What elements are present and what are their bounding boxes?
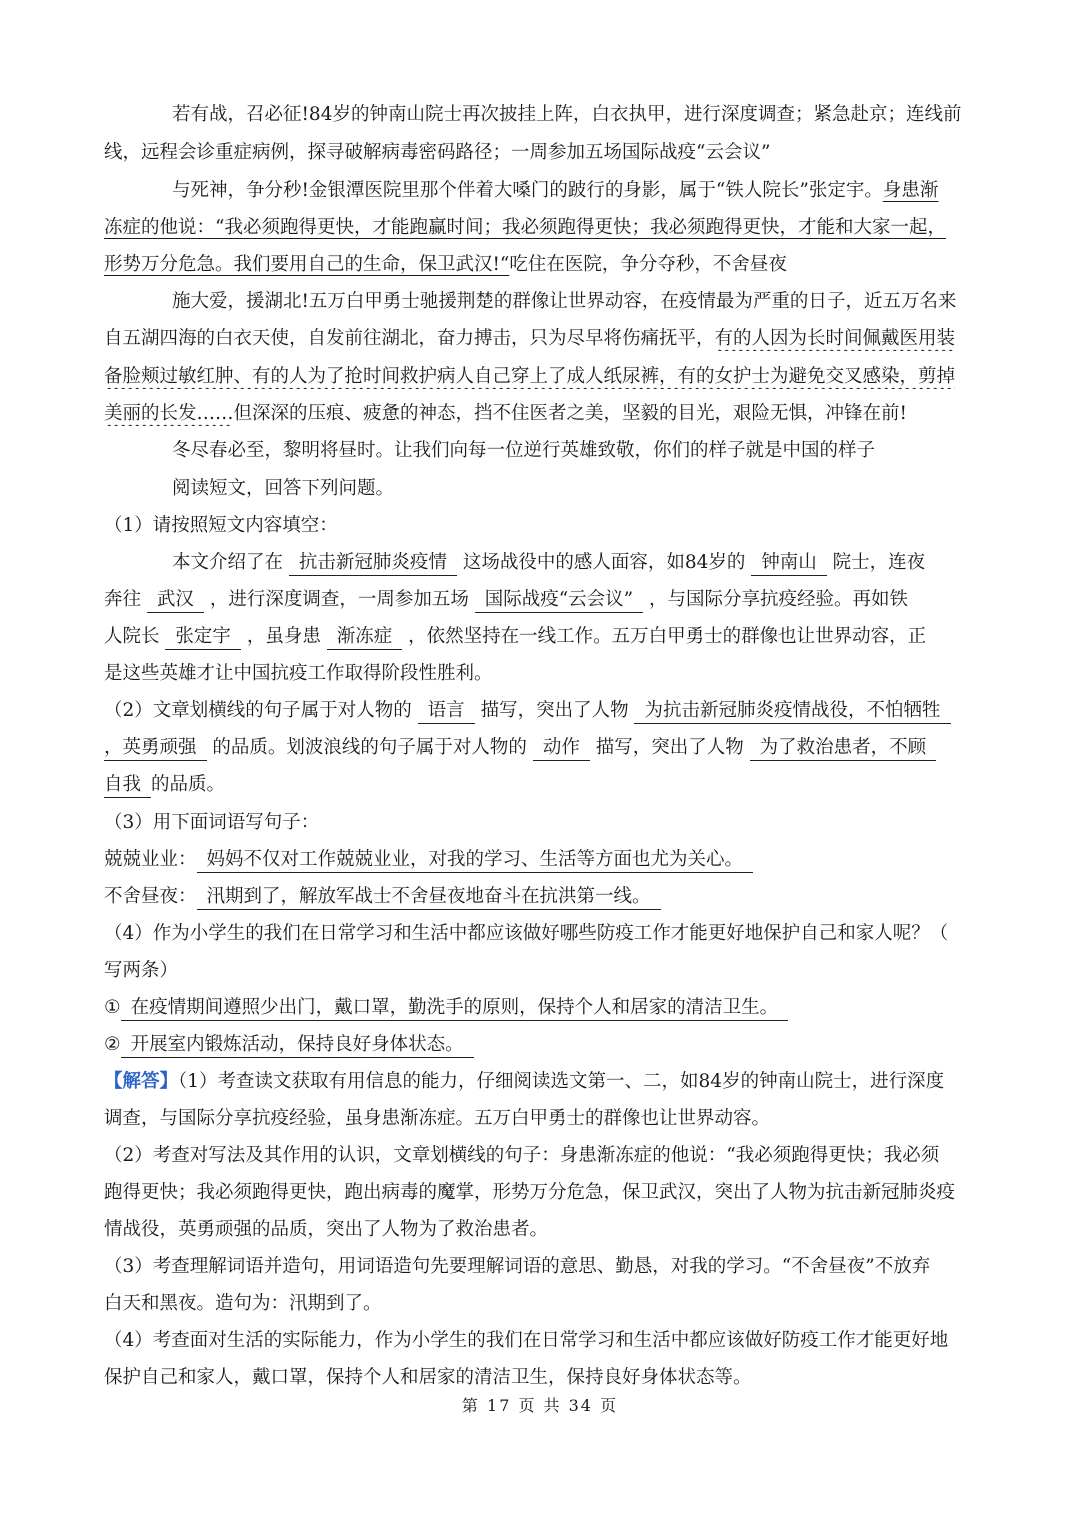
analysis-line: 白天和黑夜。造句为：汛期到了。 bbox=[104, 1293, 382, 1314]
underlined-sentence: 冻症的他说：“我必须跑得更快，才能跑赢时间；我必须跑得更快；我必须跑得更快，才能和大家一起， bbox=[104, 217, 946, 238]
answer-blank: 张定宇 bbox=[165, 626, 241, 650]
analysis-line: 保护自己和家人，戴口罩，保持个人和居家的清洁卫生，保持良好身体状态等。 bbox=[104, 1367, 752, 1388]
answer-blank: 钟南山 bbox=[751, 552, 827, 576]
passage-line bbox=[104, 365, 984, 389]
analysis-line: 跑得更快；我必须跑得更快，跑出病毒的魔掌，形势万分危急，保卫武汉，突出了人物为抗击新冠肺炎疫 bbox=[104, 1182, 956, 1203]
question-1-line: 奔往 武汉 ，进行深度调查，一周参加五场 国际战疫“云会议” ，与国际分享抗疫经验。再如铁 bbox=[104, 588, 984, 613]
question-1-title: （1）请按照短文内容填空： bbox=[104, 515, 338, 536]
passage-line: 与死神，争分秒!金银潭医院里那个伴着大嗓门的跛行的身影，属于“铁人院长”张定宇。身患渐 bbox=[172, 180, 939, 201]
question-4-answer: ② 开展室内锻炼活动，保持良好身体状态。 bbox=[104, 1033, 984, 1058]
answer-blank: 在疫情期间遵照少出门，戴口罩，勤洗手的原则，保持个人和居家的清洁卫生。 bbox=[121, 997, 789, 1021]
question-4-line: （4）作为小学生的我们在日常学习和生活中都应该做好哪些防疫工作才能更好地保护自己和家人呢？（ bbox=[104, 923, 949, 944]
analysis-line: （4）考查面对生活的实际能力，作为小学生的我们在日常学习和生活中都应该做好防疫工作才能更好地 bbox=[104, 1330, 949, 1351]
instruction: 阅读短文，回答下列问题。 bbox=[172, 478, 395, 499]
answer-blank: 妈妈不仅对工作兢兢业业，对我的学习、生活等方面也尤为关心。 bbox=[197, 849, 754, 873]
analysis-line: 情战役，英勇顽强的品质，突出了人物为了救治患者。 bbox=[104, 1219, 549, 1240]
question-1-line: 人院长 张定宇 ，虽身患 渐冻症 ，依然坚持在一线工作。五万白甲勇士的群像也让世界动容，正 bbox=[104, 625, 984, 650]
question-3-line: 兢兢业业： 妈妈不仅对工作兢兢业业，对我的学习、生活等方面也尤为关心。 bbox=[104, 848, 984, 873]
passage-line: 施大爱，援湖北!五万白甲勇士驰援荆楚的群像让世界动容，在疫情最为严重的日子，近五万名来 bbox=[172, 291, 957, 312]
analysis-line: 调查，与国际分享抗疫经验，虽身患渐冻症。五万白甲勇士的群像也让世界动容。 bbox=[104, 1108, 771, 1129]
underlined-sentence: 身患渐 bbox=[882, 180, 939, 201]
answer-blank: 自我 bbox=[104, 774, 151, 798]
answer-blank: ，英勇顽强 bbox=[104, 737, 207, 761]
passage-line: 自五湖四海的白衣天使，自发前往湖北，奋力搏击，只为尽早将伤痛抚平，有的人因为长时间佩戴医用装 bbox=[104, 328, 956, 349]
answer-blank: 开展室内锻炼活动，保持良好身体状态。 bbox=[121, 1034, 474, 1058]
answer-blank: 汛期到了，解放军战士不舍昼夜地奋斗在抗洪第一线。 bbox=[197, 886, 661, 910]
question-2-line: 自我 的品质。 bbox=[104, 773, 984, 798]
answer-blank: 武汉 bbox=[147, 589, 204, 613]
answer-blank: 国际战疫“云会议” bbox=[475, 589, 643, 613]
wavy-sentence: 美丽的长发…… bbox=[104, 403, 234, 424]
analysis-line: （3）考查理解词语并造句，用词语造句先要理解词语的意思、勤恳，对我的学习。“不舍昼夜”不放弃 bbox=[104, 1256, 931, 1277]
underlined-sentence: 形势万分危急。我们要用自己的生命，保卫武汉!“ bbox=[104, 254, 510, 275]
answer-blank: 动作 bbox=[533, 737, 590, 761]
analysis-line: 【解答】（1）考查读文获取有用信息的能力，仔细阅读选文第一、二，如84岁的钟南山院士，进行深度 bbox=[104, 1071, 945, 1092]
question-2-line: （2）文章划横线的句子属于对人物的 语言 描写，突出了人物 为抗击新冠肺炎疫情战役，不怕牺牲 bbox=[104, 699, 984, 724]
question-4-line: 写两条） bbox=[104, 960, 179, 981]
question-2-line: ，英勇顽强 的品质。划波浪线的句子属于对人物的 动作 描写，突出了人物 为了救治患者，不顾 bbox=[104, 736, 984, 761]
page-number: 第 17 页 共 34 页 bbox=[461, 1396, 619, 1415]
question-1-line: 是这些英雄才让中国抗疫工作取得阶段性胜利。 bbox=[104, 663, 493, 684]
answer-blank: 语言 bbox=[418, 700, 475, 724]
analysis-line: （2）考查对写法及其作用的认识，文章划横线的句子：身患渐冻症的他说：“我必须跑得更快；我必须 bbox=[104, 1145, 940, 1166]
question-4-answer: ① 在疫情期间遵照少出门，戴口罩，勤洗手的原则，保持个人和居家的清洁卫生。 bbox=[104, 996, 984, 1021]
question-3-title: （3）用下面词语写句子： bbox=[104, 812, 320, 833]
passage-line: 若有战，召必征!84岁的钟南山院士再次披挂上阵，白衣执甲，进行深度调查；紧急赴京；连线前 bbox=[172, 104, 962, 125]
answer-blank: 为抗击新冠肺炎疫情战役，不怕牺牲 bbox=[634, 700, 950, 724]
passage-line: 冬尽春必至，黎明将昼时。让我们向每一位逆行英雄致敬，你们的样子就是中国的样子 bbox=[172, 440, 876, 461]
passage-line: 线，远程会诊重症病例，探寻破解病毒密码路径；一周参加五场国际战疫“云会议” bbox=[104, 142, 771, 163]
passage-line: 形势万分危急。我们要用自己的生命，保卫武汉!“吃住在医院，争分夺秒，不舍昼夜 bbox=[104, 254, 787, 275]
question-3-line: 不舍昼夜： 汛期到了，解放军战士不舍昼夜地奋斗在抗洪第一线。 bbox=[104, 885, 984, 910]
analysis-label: 【解答】 bbox=[104, 1071, 179, 1092]
wavy-sentence: 备脸颊过敏红肿、有的人为了抢时间救护病人自己穿上了成人纸尿裤，有的女护士为避免交叉感染，剪掉 bbox=[104, 366, 956, 387]
wavy-sentence: 有的人因为长时间佩戴医用装 bbox=[714, 328, 956, 349]
passage-line: 美丽的长发……但深深的压痕、疲惫的神态，挡不住医者之美，坚毅的目光，艰险无惧，冲锋在前! bbox=[104, 403, 907, 424]
answer-blank: 为了救治患者，不顾 bbox=[750, 737, 937, 761]
answer-blank: 抗击新冠肺炎疫情 bbox=[289, 552, 457, 576]
question-1-line: 本文介绍了在 抗击新冠肺炎疫情 这场战役中的感人面容，如84岁的 钟南山 院士，连夜 bbox=[172, 551, 984, 576]
passage-line bbox=[104, 216, 984, 240]
answer-blank: 渐冻症 bbox=[327, 626, 403, 650]
